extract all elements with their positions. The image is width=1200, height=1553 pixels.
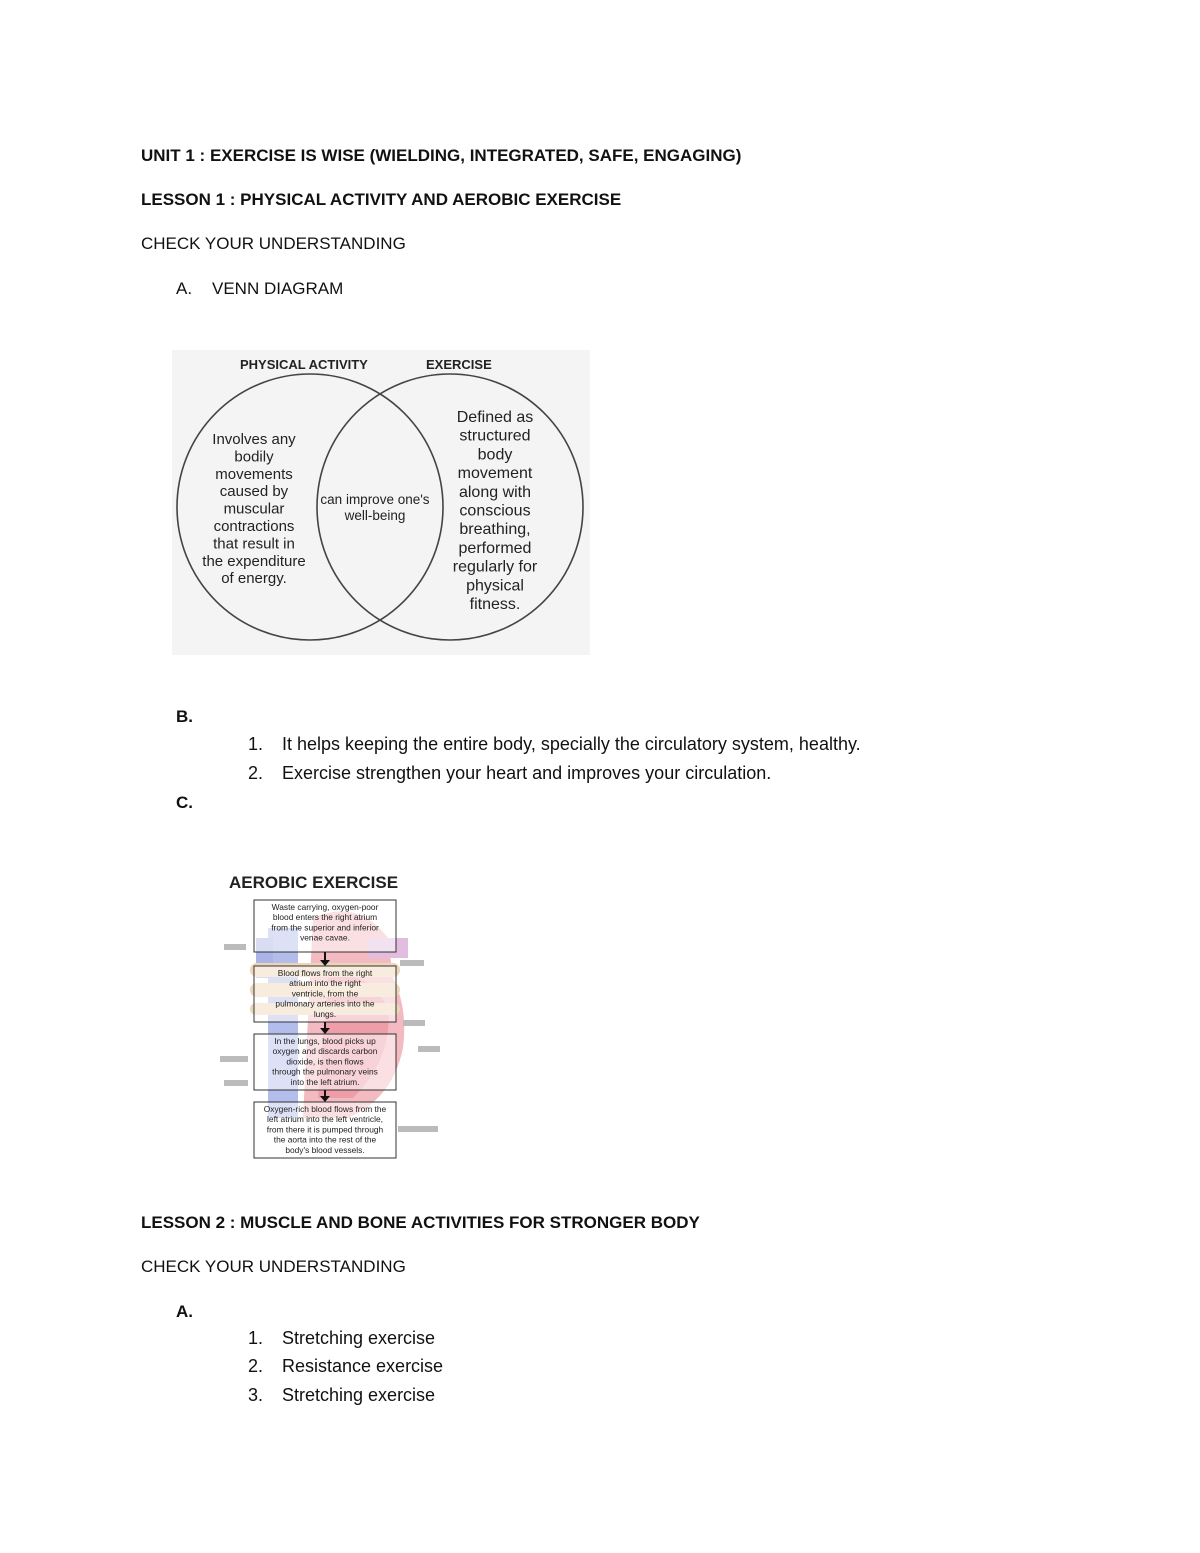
list-item-text: Stretching exercise: [282, 1328, 436, 1348]
list-item: [248, 1385, 435, 1406]
venn-right-line: movement: [457, 465, 533, 483]
unit-title: UNIT 1 : EXERCISE IS WISE (WIELDING, INTEGRATED, SAFE, ENGAGING): [141, 146, 742, 165]
venn-right-line: Defined as: [456, 409, 534, 426]
aerobic-diagram: [218, 868, 448, 1163]
venn-right-line: body: [477, 446, 513, 464]
venn-left-title: PHYSICAL ACTIVITY: [240, 357, 368, 372]
venn-right-line: physical: [466, 577, 524, 595]
venn-left-line: caused by: [219, 483, 289, 501]
venn-right-line: along with: [458, 483, 532, 501]
list-item: [248, 734, 861, 755]
list-item-text: It helps keeping the entire body, specially the circulatory system, healthy.: [282, 734, 861, 754]
lesson2-title: LESSON 2 : MUSCLE AND BONE ACTIVITIES FOR STRONGER BODY: [141, 1213, 700, 1232]
lesson1-part-b-letter: B.: [176, 707, 193, 726]
aerobic-flow-text: Blood flows from the right: [277, 968, 373, 978]
aerobic-flow-text: dioxide, is then flows: [286, 1056, 364, 1067]
venn-right-line: fitness.: [469, 596, 521, 613]
aerobic-flow-text: oxygen and discards carbon: [272, 1046, 378, 1057]
list-item-number: 2.: [248, 1356, 264, 1376]
lesson1-part-a-letter: A.: [176, 279, 193, 298]
aerobic-flow-text: pulmonary arteries into the: [275, 998, 375, 1009]
venn-center-line: can improve one's: [320, 492, 430, 507]
list-item-number: 3.: [248, 1385, 264, 1405]
aerobic-flow-text: blood enters the right atrium: [272, 912, 378, 923]
aerobic-flow-text: left atrium into the left ventricle,: [267, 1114, 383, 1125]
venn-right-title: EXERCISE: [426, 357, 492, 372]
aerobic-flow-text: Waste carrying, oxygen-poor: [271, 902, 379, 912]
venn-left-line: Involves any: [212, 431, 296, 448]
list-item: [248, 1356, 443, 1377]
aerobic-flow-text: the aorta into the rest of the: [273, 1134, 377, 1145]
venn-right-line: breathing,: [459, 521, 531, 539]
aerobic-flow-text: Oxygen-rich blood flows from the: [263, 1104, 387, 1114]
venn-center-line: well-being: [344, 508, 406, 523]
aerobic-flow-text: atrium into the right: [289, 978, 361, 989]
lesson1-check-heading: CHECK YOUR UNDERSTANDING: [141, 234, 406, 253]
list-item: [248, 763, 771, 784]
venn-left-line: bodily: [234, 448, 274, 466]
venn-left-line: muscular: [223, 500, 285, 518]
aerobic-title: AEROBIC EXERCISE: [229, 873, 399, 892]
lesson2-part-a-letter: A.: [176, 1302, 193, 1321]
venn-left-line: movements: [215, 465, 293, 483]
venn-right-line: regularly for: [452, 558, 538, 576]
list-item-number: 1.: [248, 1328, 264, 1348]
venn-right-line: conscious: [459, 502, 531, 520]
aerobic-flow-text: ventricle, from the: [291, 988, 359, 999]
venn-right-line: structured: [459, 427, 531, 445]
list-item-number: 1.: [248, 734, 264, 754]
venn-left-line: the expenditure: [202, 552, 306, 570]
venn-left-line: that result in: [213, 535, 295, 553]
list-item-text: Stretching exercise: [282, 1385, 436, 1405]
list-item: [248, 1328, 435, 1349]
aerobic-flow-text: venae cavae.: [300, 932, 350, 943]
lesson2-check-heading: CHECK YOUR UNDERSTANDING: [141, 1257, 406, 1276]
aerobic-flow-text: lungs.: [313, 1008, 337, 1019]
aerobic-flow-text: into the left atrium.: [290, 1076, 360, 1087]
list-item-text: Resistance exercise: [282, 1356, 444, 1376]
aerobic-flow-text: body's blood vessels.: [285, 1144, 365, 1155]
aerobic-flow-text: from the superior and inferior: [271, 922, 379, 933]
aerobic-flow-text: In the lungs, blood picks up: [274, 1036, 376, 1046]
aerobic-flow-text: from there it is pumped through: [266, 1124, 384, 1135]
lesson1-title: LESSON 1 : PHYSICAL ACTIVITY AND AEROBIC EXERCISE: [141, 190, 622, 209]
venn-left-line: contractions: [213, 518, 295, 535]
lesson1-part-a-label: VENN DIAGRAM: [212, 279, 344, 298]
venn-diagram: [172, 350, 590, 655]
venn-right-line: performed: [458, 539, 532, 557]
list-item-number: 2.: [248, 763, 264, 783]
aerobic-flow-text: through the pulmonary veins: [272, 1066, 378, 1077]
list-item-text: Exercise strengthen your heart and improves your circulation.: [282, 763, 772, 783]
lesson1-part-c-letter: C.: [176, 793, 193, 812]
venn-left-line: of energy.: [221, 570, 287, 588]
